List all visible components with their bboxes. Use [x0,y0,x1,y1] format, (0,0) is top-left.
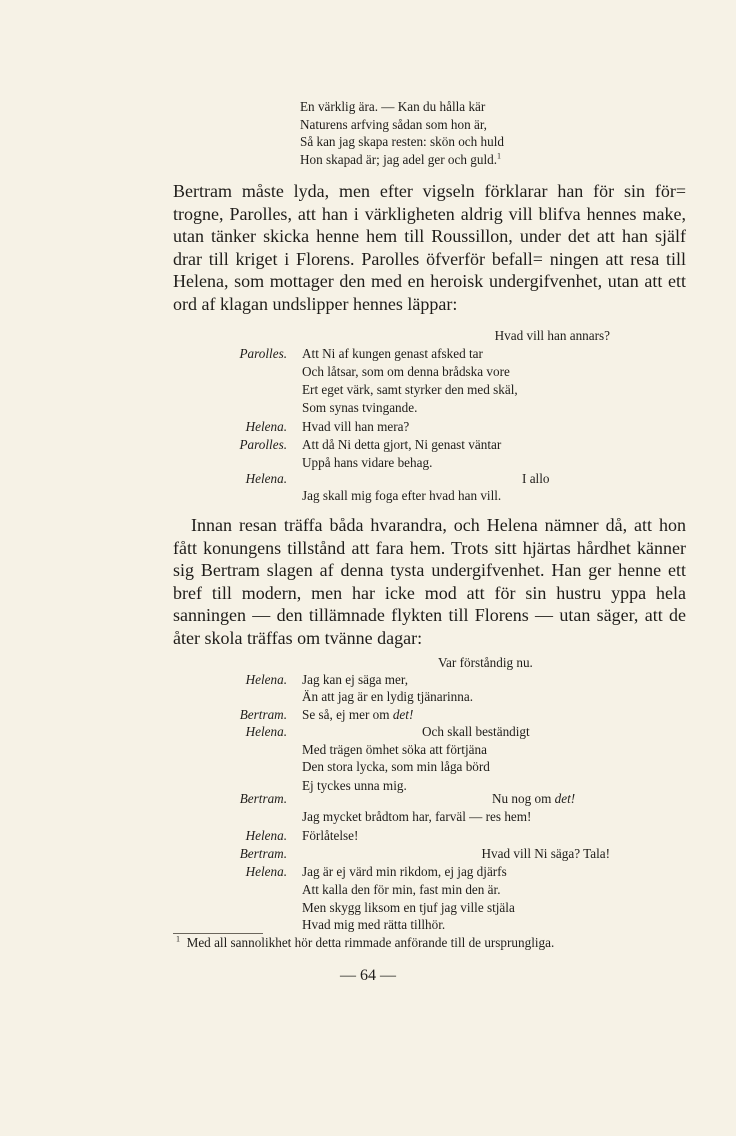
dialogue-line: Helena. Jag kan ej säga mer, [245,672,409,687]
dialogue-line: Helena. Förlåtelse! [245,828,359,843]
verse-line: Så kan jag skapa resten: skön och huld [300,134,504,150]
speaker-name: Bertram. [239,791,287,806]
dialogue-line: Med trägen ömhet söka att förtjäna [302,742,487,757]
dialogue-line: Hvad mig med rätta tillhör. [302,917,446,932]
dialogue-line: Och låtsar, som om denna brådska vore [302,364,510,379]
speaker-name: Bertram. [239,846,287,861]
footnote-reference: 1 [497,151,502,161]
dialogue-line: Parolles. Att Ni af kungen genast afsked tar [239,346,483,361]
dialogue-line: Ej tyckes unna mig. [302,778,407,793]
footnote-divider [173,933,263,934]
dialogue-line: Jag mycket brådtom har, farväl — res hem! [302,809,532,824]
dialogue-line: Ert eget värk, samt styrker den med skäl, [302,382,518,397]
speaker-name: Helena. [245,724,287,739]
prose-paragraph-2: Innan resan träffa båda hvarandra, och Helena nämner då, att hon fått konungens tillstånd att fara hem. Trots sitt hjärtas hårdhet känner sig Bertram slagen af denna tysta undergifvenhet. Han ger henne ett bref till modern, men har icke mod att för sin hustru yppa hela sanningen — den tillämnade flykten till Florens — utan säger, att de åter skola träffas om tvänne dagar: [173,515,686,648]
dialogue-line: Helena. Jag är ej värd min rikdom, ej jag djärfs [245,864,507,879]
dialogue-line: Som synas tvingande. [302,400,418,415]
page-number: — 64 — [340,967,396,984]
verse-line: Naturens arfving sådan som hon är, [300,116,487,132]
speaker-name: Helena. [245,672,287,687]
dialogue-line: Hvad vill han annars? [494,328,610,343]
dialogue-line: Bertram. Nu nog om det! [239,791,576,806]
prose-paragraph-1: Bertram måste lyda, men efter vigseln förklarar han för sin för= trogne, Parolles, att han i värkligheten aldrig vill blifva hennes make, utan tänker skicka henne hem till Roussillon, under det att han själf drar till kriget i Florens. Parolles öfverför befall= ningen att resa till Helena, som mottager den med en heroisk undergifvenhet, utan att ett ord af klagan undslipper hennes läppar: [173,181,686,314]
dialogue-line: Jag skall mig foga efter hvad han vill. [302,488,502,503]
dialogue-line: Helena. Hvad vill han mera? [245,419,410,434]
speaker-name: Helena. [245,419,287,434]
speaker-name: Helena. [245,864,287,879]
dialogue-line: Den stora lycka, som min låga börd [302,759,490,774]
footnote-number: 1 [176,934,180,944]
speaker-name: Helena. [245,471,287,486]
dialogue-line: Än att jag är en lydig tjänarinna. [302,689,474,704]
verse-line: En värklig ära. — Kan du hålla kär [300,99,486,114]
footnote: $^1$ Med all sannolikhet hör detta rimmade anförande till de ursprungliga. [176,934,555,950]
speaker-name: Bertram. [239,707,287,722]
verse-quote [300,98,504,168]
speaker-name: Parolles. [239,437,287,452]
dialogue-line: Helena. Och skall beständigt [245,724,530,739]
dialogue-line: Bertram. Se så, ej mer om det! [239,707,414,722]
dialogue-line: Uppå hans vidare behag. [302,455,433,470]
verse-line: Hon skapad är; jag adel ger och guld.$^1$ [300,151,502,167]
dialogue-line: Parolles. Att då Ni detta gjort, Ni genast väntar [239,437,502,452]
dialogue-line: Men skygg liksom en tjuf jag ville stjäla [302,900,515,915]
dialogue-line: Var förståndig nu. [438,655,533,670]
dialogue-line: Helena. I allo [245,471,550,486]
speaker-name: Helena. [245,828,287,843]
dialogue-line: Att kalla den för min, fast min den är. [302,882,501,897]
speaker-name: Parolles. [239,346,287,361]
dialogue-line: Bertram. Hvad vill Ni säga? Tala! [239,846,610,861]
